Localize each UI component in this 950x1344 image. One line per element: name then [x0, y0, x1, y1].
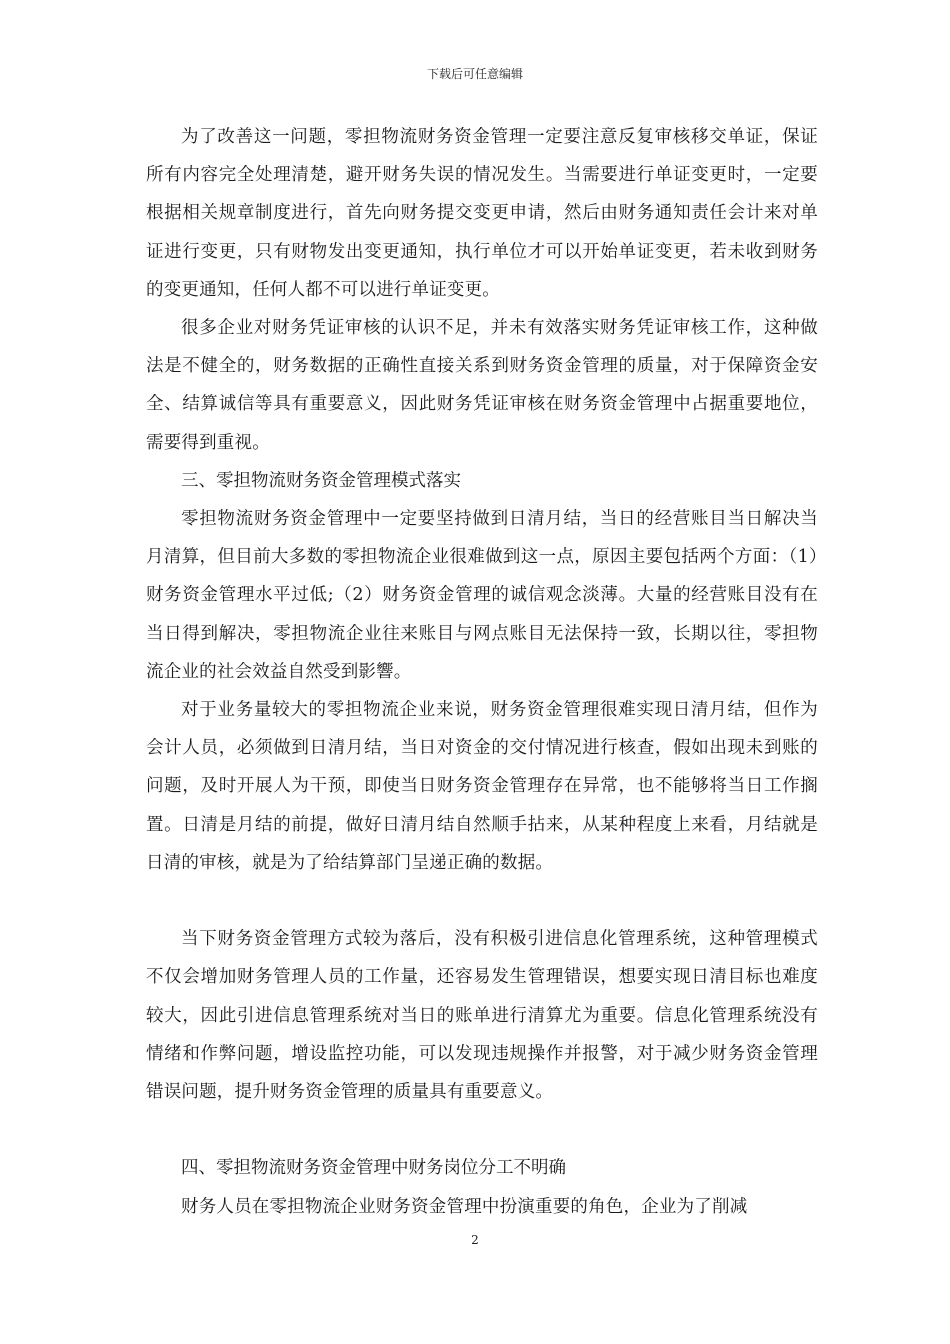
paragraph-4: 对于业务量较大的零担物流企业来说，财务资金管理很难实现日清月结，但作为会计人员，必须做到日清月结，当日对资金的交付情况进行核查，假如出现未到账的问题，及时开展人为干预，即使当日财务资金管理存在异常，也不能够将当日工作搁置。日清是月结的前提，做好日清月结自然顺手拈来，从某种程度上来看，月结就是日清的审核，就是为了给结算部门呈递正确的数据。: [146, 700, 818, 873]
paragraph-3: 零担物流财务资金管理中一定要坚持做到日清月结，当日的经营账目当日解决当月清算，但目前大多数的零担物流企业很难做到这一点，原因主要包括两个方面：（1）财务资金管理水平过低;（2）财务资金管理的诚信观念淡薄。大量的经营账目没有在当日得到解决，零担物流企业往来账目与网点账目无法保持一致，长期以往，零担物流企业的社会效益自然受到影響。: [146, 509, 818, 682]
paragraph-2: 很多企业对财务凭证审核的认识不足，并未有效落实财务凭证审核工作，这种做法是不健全的，财务数据的正确性直接关系到财务资金管理的质量，对于保障资金安全、结算诚信等具有重要意义，因此财务凭证审核在财务资金管理中占据重要地位，需要得到重视。: [146, 318, 818, 453]
paragraph-6: 财务人员在零担物流企业财务资金管理中扮演重要的角色，企业为了削减: [181, 1196, 748, 1217]
paragraph-5: 当下财务资金管理方式较为落后，没有积极引进信息化管理系统，这种管理模式不仅会增加财务管理人员的工作量，还容易发生管理错误，想要实现日清目标也难度较大，因此引进信息管理系统对当日的账单进行清算尤为重要。信息化管理系统没有情绪和作弊问题，增设监控功能，可以发现违规操作并报警，对于减少财务资金管理错误问题，提升财务资金管理的质量具有重要意义。: [146, 929, 818, 1103]
paragraph-1: 为了改善这一问题，零担物流财务资金管理一定要注意反复审核移交单证，保证所有内容完全处理清楚，避开财务失误的情况发生。当需要进行单证变更时，一定要根据相关规章制度进行，首先向财务提交变更申请，然后由财务通知责任会计来对单证进行变更，只有财物发出变更通知，执行单位才可以开始单证变更，若未收到财务的变更通知，任何人都不可以进行单证变更。: [146, 127, 818, 300]
blank-line: [146, 882, 818, 920]
section-heading-4: 四、零担物流财务资金管理中财务岗位分工不明确: [181, 1158, 566, 1179]
page-header: 下载后可任意编辑: [426, 67, 523, 81]
page-number: 2: [471, 1233, 479, 1247]
document-body: [146, 118, 818, 1226]
section-heading-3: 三、零担物流财务资金管理模式落实: [181, 470, 461, 491]
blank-line: [146, 1111, 818, 1149]
